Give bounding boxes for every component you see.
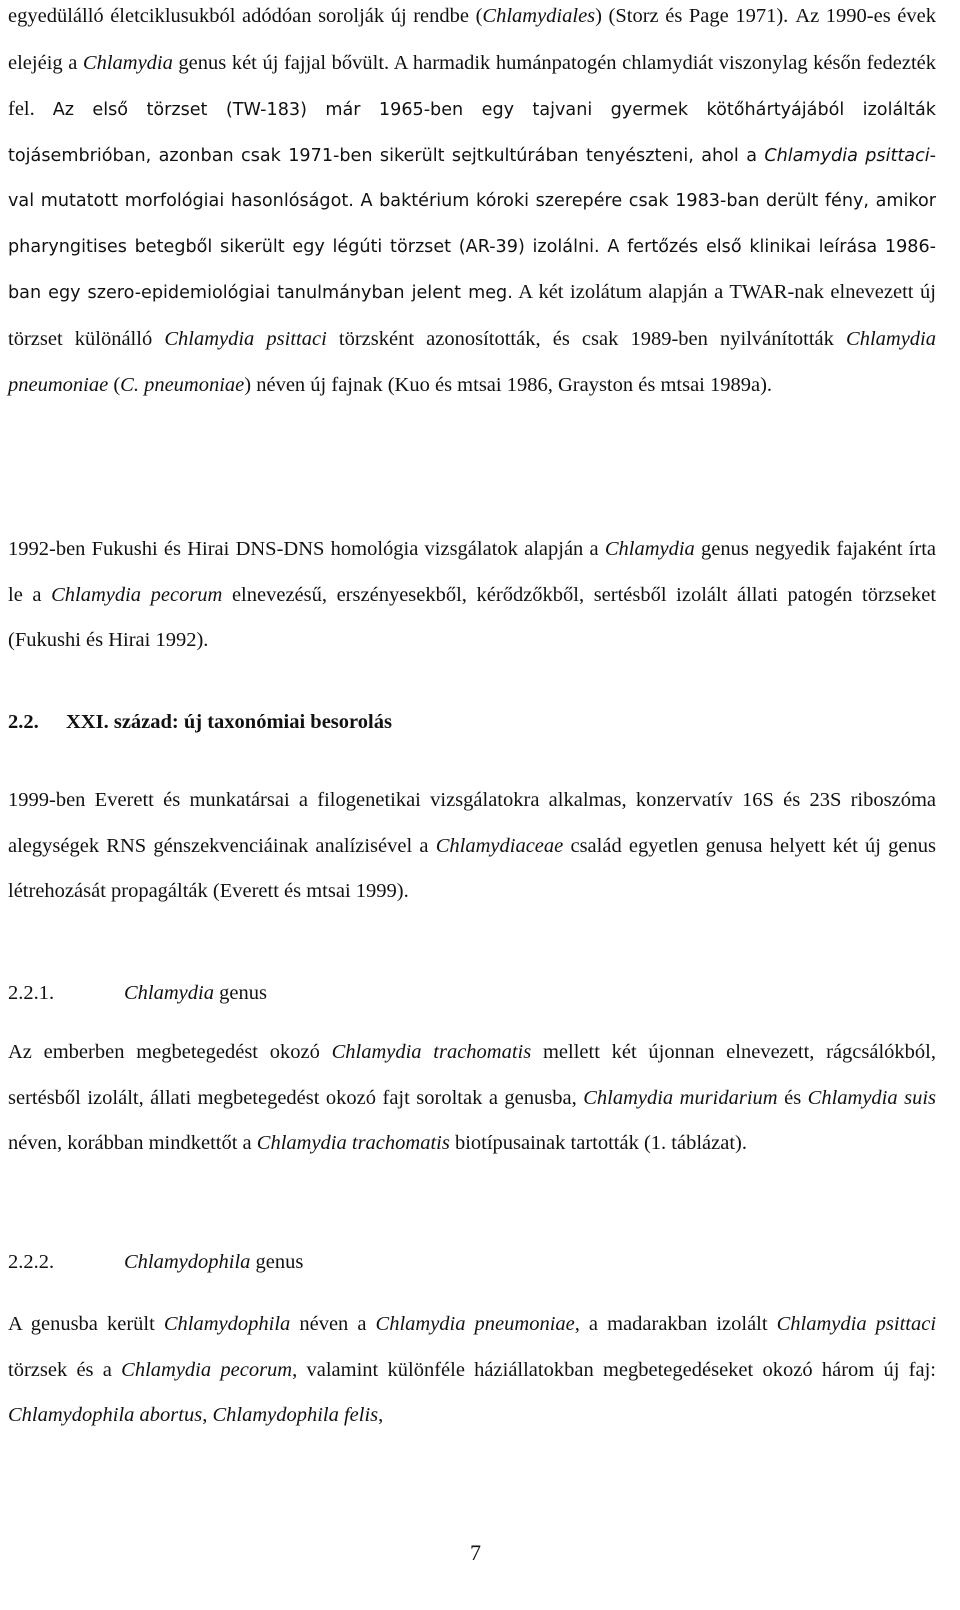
text-run: ,: [202, 1404, 213, 1426]
text-run-italic: Chlamydophila: [163, 1313, 291, 1335]
text-run: törzsként azonosították, és csak 1989-ben nyilvánították: [326, 327, 847, 350]
text-run: A genusba került: [8, 1313, 164, 1335]
section-title: genus: [250, 1251, 304, 1273]
text-run: mellett két újonnan elnevezett, rágcsálókból, sertésből izolált, állati megbetegedést okozó fajt soroltak a genusba,: [8, 1041, 936, 1109]
text-run: elnevezésű, erszényesekből, kérődzőkből, sertésből izolált állati patogén törzseket (Fukushi és Hirai 1992).: [8, 583, 937, 651]
text-run: család egyetlen genusa helyett két új genus létrehozását propagálták (Everett és mtsai 1999).: [8, 834, 936, 902]
text-run-italic: Chlamydia trachomatis: [331, 1041, 532, 1063]
text-run-italic: Chlamydia pneumoniae: [8, 327, 936, 396]
text-run-italic: Chlamydophila abortus: [8, 1404, 203, 1426]
text-run-italic: Chlamydiales: [482, 5, 596, 27]
text-run: -val mutatott morfológiai hasonlóságot. A baktérium kóroki szerepére csak 1983-ban derült fény, amikor pharyngitises betegből sikerült egy légúti törzset (AR-39) izolálni. A fertőzés első klinikai leírása 1986-ban egy szero-epidemiológiai tanulmányban jelent meg.: [8, 145, 936, 303]
section-title-italic: Chlamydophila: [124, 1251, 251, 1273]
paragraph-chlamydophila-genus: [8, 1302, 936, 1439]
text-run: ) néven új fajnak (Kuo és mtsai 1986, Grayston és mtsai 1989a).: [244, 374, 773, 396]
section-heading-2-2-2: [8, 1240, 303, 1285]
text-run-italic: Chlamydia: [82, 51, 173, 74]
text-run-italic: Chlamydia psittaci: [164, 327, 327, 350]
text-run-italic: Chlamydia trachomatis: [256, 1132, 450, 1154]
paragraph-1992: [8, 527, 936, 664]
section-heading-2-2: [8, 700, 392, 745]
section-number: 2.2.1.: [8, 982, 55, 1004]
text-run-italic: Chlamydia psittaci: [764, 145, 930, 166]
section-number: 2.2.: [8, 711, 39, 733]
text-run-italic: Chlamydia muridarium: [583, 1086, 778, 1109]
text-run-italic: Chlamydia psittaci: [776, 1313, 937, 1335]
text-run: és: [777, 1086, 808, 1109]
text-run: Az emberben megbetegedést okozó: [8, 1041, 332, 1063]
text-run: Az 1990-es évek elejéig a: [8, 5, 936, 74]
text-run: néven a: [290, 1313, 376, 1335]
section-number: 2.2.2.: [8, 1251, 55, 1273]
text-run: ,: [378, 1404, 384, 1426]
text-run: A két izolátum alapján a TWAR-nak elnevezett új törzset különálló: [8, 281, 936, 350]
text-run: , a madarakban izolált: [574, 1313, 777, 1335]
paragraph-1999: [8, 778, 936, 915]
text-run: biotípusainak tartották (1. táblázat).: [449, 1132, 747, 1154]
text-run: 1992-ben Fukushi és Hirai DNS-DNS homológia vizsgálatok alapján a: [8, 538, 605, 560]
section-title-italic: Chlamydia: [124, 982, 214, 1004]
text-run-italic: Chlamydia pecorum: [51, 583, 223, 606]
section-heading-2-2-1: [8, 971, 267, 1016]
text-run-italic: Chlamydophila felis: [212, 1404, 379, 1426]
page-number: 7: [470, 1540, 481, 1565]
text-run-italic: Chlamydia suis: [807, 1086, 937, 1109]
paragraph-chlamydia-genus: [8, 1030, 936, 1167]
intro-paragraph: [8, 0, 936, 410]
text-run-italic: Chlamydia pneumoniae: [375, 1313, 575, 1335]
text-run: , valamint különféle háziállatokban megbetegedéseket okozó három új faj:: [292, 1358, 936, 1381]
text-run: néven, korábban mindkettőt a: [8, 1132, 257, 1154]
text-run-italic: Chlamydia pecorum: [121, 1358, 293, 1381]
text-run: genus két új fajjal bővült. A harmadik humánpatogén chlamydiát viszonylag későn fedezték fel.: [8, 51, 936, 120]
section-title: XXI. század: új taxonómiai besorolás: [66, 711, 392, 733]
text-run: (: [108, 374, 121, 396]
text-run-italic: Chlamydia: [604, 538, 695, 560]
text-run: ) (Storz és Page 1971).: [595, 5, 789, 27]
text-run: egyedülálló életciklusukból adódóan sorolják új rendbe (: [8, 5, 483, 27]
text-run-italic: C. pneumoniae: [120, 374, 245, 396]
text-run: genus negyedik fajaként írta le a: [8, 538, 936, 606]
text-run: 1999-ben Everett és munkatársai a filogenetikai vizsgálatokra alkalmas, konzervatív 16S és 23S riboszóma alegységek RNS génszekvenciáinak analízisével a: [8, 789, 936, 857]
text-run: Az első törzset (TW-183) már 1965-ben egy tajvani gyermek kötőhártyájából izolálták tojásembrióban, azonban csak 1971-ben sikerült sejtkultúrában tenyészteni, ahol a: [8, 100, 936, 166]
section-title: genus: [213, 982, 267, 1004]
text-run-italic: Chlamydiaceae: [435, 834, 564, 857]
text-run: törzsek és a: [8, 1358, 122, 1381]
